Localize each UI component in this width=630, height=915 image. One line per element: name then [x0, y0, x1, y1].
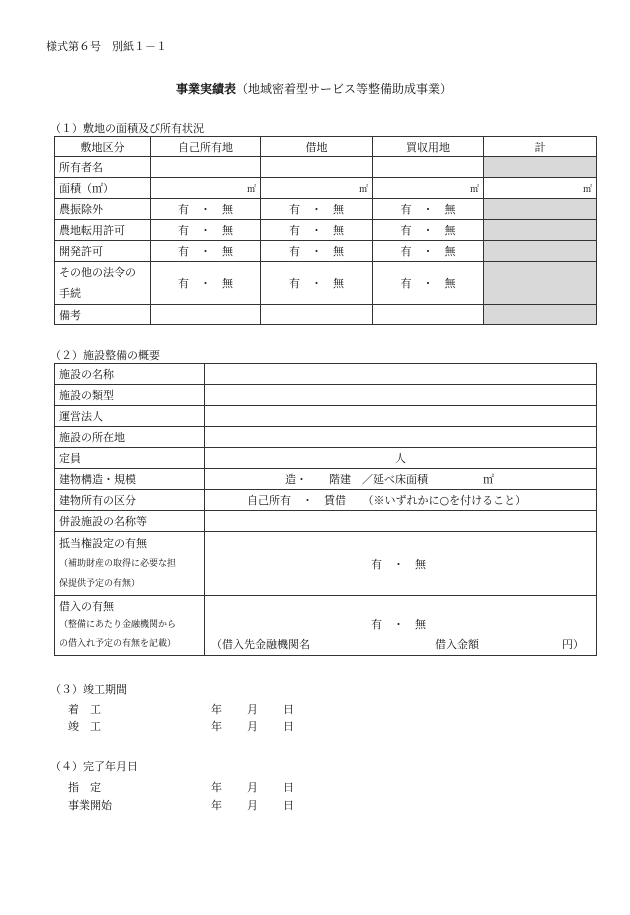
remarks-lease-cell[interactable]: [261, 305, 373, 325]
other-law-total-cell: [484, 262, 597, 305]
nouki-row: [55, 199, 597, 220]
title-sub: （地域密着型サービス等整備助成事業）: [236, 82, 453, 96]
section1-heading: （１）敷地の面積及び所有状況: [50, 122, 204, 135]
page-title: [176, 80, 452, 97]
title-main: 事業実績表: [176, 82, 237, 96]
area-unit: ㎡: [246, 184, 256, 195]
date-month: 月: [247, 703, 258, 716]
area-unit: ㎡: [469, 184, 479, 195]
section4-heading: （４）完了年月日: [50, 760, 138, 773]
ownership-value: 自己所有 ・ 賃借 （※いずれかに○を付けること）: [247, 494, 527, 507]
land-table: [54, 136, 597, 325]
loan-value[interactable]: 有 ・ 無: [371, 618, 426, 631]
nouki-label: 農振除外: [55, 199, 151, 220]
adjoining-row: [55, 511, 597, 532]
other-law-label: [55, 262, 151, 305]
structure-label: 建物構造・規模: [55, 469, 205, 490]
facility-name-label: 施設の名称: [55, 364, 205, 385]
other-law-label-line2: 手続: [59, 287, 81, 300]
area-own-cell[interactable]: [151, 178, 261, 199]
kaihatsu-purchase-choice[interactable]: 有 ・ 無: [373, 241, 484, 262]
date-month: 月: [247, 720, 258, 733]
facility-type-label: 施設の類型: [55, 385, 205, 406]
construction-start-label: 着 工: [68, 703, 101, 716]
mortgage-label-cell: [55, 532, 205, 596]
adjoining-cell[interactable]: [205, 511, 597, 532]
remarks-total-cell: [484, 305, 597, 325]
nouki-total-cell: [484, 199, 597, 220]
date-year: 年: [211, 781, 222, 794]
owner-purchase-cell[interactable]: [373, 157, 484, 178]
mortgage-label: 抵当権設定の有無: [59, 536, 147, 550]
facility-type-cell[interactable]: [205, 385, 597, 406]
col-header-total: 計: [484, 137, 597, 157]
nouchi-label: 農地転用許可: [55, 220, 151, 241]
owner-lease-cell[interactable]: [261, 157, 373, 178]
capacity-unit: 人: [395, 452, 406, 465]
nouki-lease-choice[interactable]: 有 ・ 無: [261, 199, 373, 220]
capacity-row: [55, 448, 597, 469]
nouchi-total-cell: [484, 220, 597, 241]
date-day: 日: [283, 720, 294, 733]
kaihatsu-label: 開発許可: [55, 241, 151, 262]
area-row: [55, 178, 597, 199]
col-header-land-type: 敷地区分: [55, 137, 151, 157]
mortgage-note-line1: （補助財産の取得に必要な担: [59, 558, 177, 569]
col-header-own: 自己所有地: [151, 137, 261, 157]
other-law-purchase-choice[interactable]: 有 ・ 無: [373, 262, 484, 305]
other-law-lease-choice[interactable]: 有 ・ 無: [261, 262, 373, 305]
area-label: 面積（㎡）: [55, 178, 151, 199]
mortgage-value: 有 ・ 無: [371, 557, 426, 571]
business-start-label: 事業開始: [68, 799, 112, 812]
nouki-purchase-choice[interactable]: 有 ・ 無: [373, 199, 484, 220]
nouki-own-choice[interactable]: 有 ・ 無: [151, 199, 261, 220]
structure-value: 造・ 階建 ／延べ床面積 ㎡: [285, 473, 494, 486]
kaihatsu-own-choice[interactable]: 有 ・ 無: [151, 241, 261, 262]
remarks-row: [55, 305, 597, 325]
loan-row: [55, 596, 597, 656]
other-law-own-choice[interactable]: 有 ・ 無: [151, 262, 261, 305]
area-lease-cell[interactable]: [261, 178, 373, 199]
location-cell[interactable]: [205, 427, 597, 448]
facility-type-row: [55, 385, 597, 406]
mortgage-row: [55, 532, 597, 596]
operator-row: [55, 406, 597, 427]
construction-end-row: [0, 718, 630, 734]
kaihatsu-total-cell: [484, 241, 597, 262]
other-law-label-line1: その他の法令の: [59, 266, 136, 279]
date-day: 日: [283, 781, 294, 794]
area-purchase-cell[interactable]: [373, 178, 484, 199]
loan-note-line1: （整備にあたり金融機関から: [59, 620, 177, 630]
facility-name-row: [55, 364, 597, 385]
operator-cell[interactable]: [205, 406, 597, 427]
structure-row: [55, 469, 597, 490]
business-start-row: [0, 797, 630, 813]
other-law-row: [55, 262, 597, 305]
capacity-label: 定員: [55, 448, 205, 469]
loan-label-cell: [55, 596, 205, 656]
date-month: 月: [247, 781, 258, 794]
construction-start-row: [0, 701, 630, 717]
col-header-purchase: 買収用地: [373, 137, 484, 157]
nouchi-row: [55, 220, 597, 241]
date-year: 年: [211, 799, 222, 812]
land-header-row: [55, 137, 597, 157]
capacity-cell[interactable]: [205, 448, 597, 469]
adjoining-label: 併設施設の名称等: [55, 511, 205, 532]
loan-label: 借入の有無: [59, 600, 114, 613]
mortgage-choice[interactable]: [205, 532, 597, 596]
facility-table: [54, 363, 597, 656]
ownership-row: [55, 490, 597, 511]
mortgage-note-line2: 保提供予定の有無）: [59, 578, 141, 589]
designation-row: [0, 779, 630, 795]
area-total-cell[interactable]: [484, 178, 597, 199]
remarks-own-cell[interactable]: [151, 305, 261, 325]
loan-note-line2: の借入れ予定の有無を記載）: [59, 639, 177, 649]
nouchi-own-choice[interactable]: 有 ・ 無: [151, 220, 261, 241]
location-row: [55, 427, 597, 448]
date-month: 月: [247, 799, 258, 812]
loan-bank: （借入先金融機関名: [211, 638, 310, 651]
remarks-purchase-cell[interactable]: [373, 305, 484, 325]
structure-cell[interactable]: [205, 469, 597, 490]
kaihatsu-lease-choice[interactable]: 有 ・ 無: [261, 241, 373, 262]
kaihatsu-row: [55, 241, 597, 262]
area-unit: ㎡: [582, 184, 592, 195]
section3-heading: （３）竣工期間: [50, 683, 127, 696]
date-day: 日: [283, 799, 294, 812]
remarks-label: 備考: [55, 305, 151, 325]
owner-total-cell: [484, 157, 597, 178]
area-unit: ㎡: [358, 184, 368, 195]
loan-cell[interactable]: [205, 596, 597, 656]
loan-yen: 円）: [562, 638, 584, 651]
section2-heading: （２）施設整備の概要: [50, 349, 160, 362]
owner-label: 所有者名: [55, 157, 151, 178]
owner-own-cell[interactable]: [151, 157, 261, 178]
nouchi-purchase-choice[interactable]: 有 ・ 無: [373, 220, 484, 241]
location-label: 施設の所在地: [55, 427, 205, 448]
owner-row: [55, 157, 597, 178]
facility-name-cell[interactable]: [205, 364, 597, 385]
designation-label: 指 定: [68, 781, 101, 794]
ownership-label: 建物所有の区分: [55, 490, 205, 511]
loan-amount: 借入金額: [435, 638, 479, 651]
nouchi-lease-choice[interactable]: 有 ・ 無: [261, 220, 373, 241]
date-day: 日: [283, 703, 294, 716]
form-number: 様式第６号 別紙１－１: [46, 40, 167, 53]
date-year: 年: [211, 703, 222, 716]
operator-label: 運営法人: [55, 406, 205, 427]
date-year: 年: [211, 720, 222, 733]
construction-end-label: 竣 工: [68, 720, 101, 733]
ownership-cell[interactable]: [205, 490, 597, 511]
col-header-lease: 借地: [261, 137, 373, 157]
